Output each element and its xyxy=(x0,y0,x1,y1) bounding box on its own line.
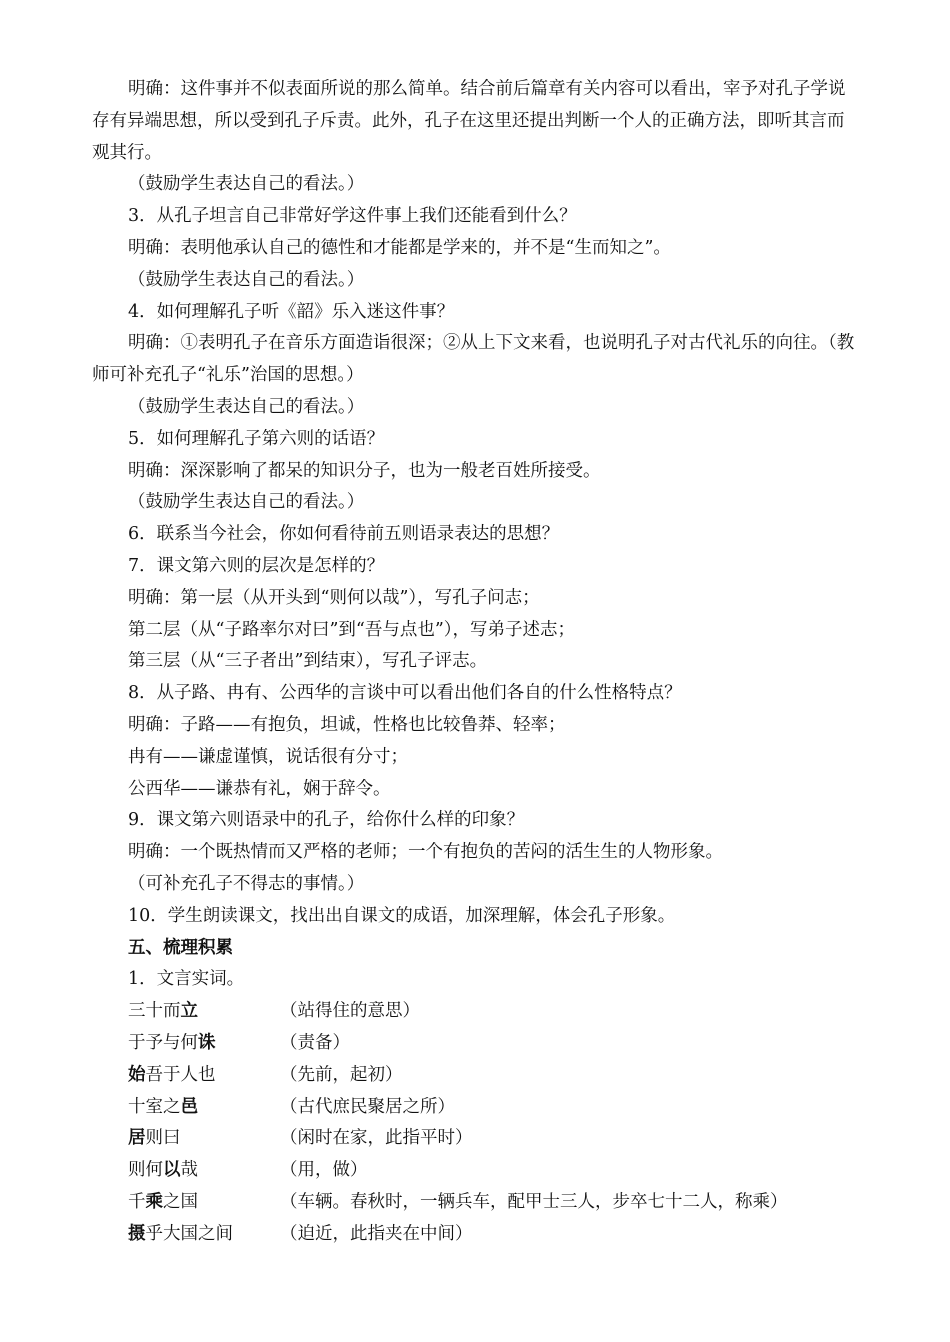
vocab-row xyxy=(92,1123,858,1155)
vocab-gloss: （车辆。春秋时，一辆兵车，配甲士三人，步卒七十二人，称乘） xyxy=(280,1191,788,1212)
vocab-term-before: 三十而 xyxy=(128,1001,181,1022)
text-line: 6．联系当今社会，你如何看待前五则语录表达的思想？ xyxy=(128,524,560,545)
text-line: （鼓励学生表达自己的看法。） xyxy=(128,396,365,417)
vocab-term xyxy=(128,1060,280,1092)
text-line: 7．课文第六则的层次是怎样的？ xyxy=(128,555,385,576)
text-line: 3．从孔子坦言自己非常好学这件事上我们还能看到什么？ xyxy=(128,206,577,227)
text-line: 9．课文第六则语录中的孔子，给你什么样的印象？ xyxy=(128,810,525,831)
text-line: 明确：一个既热情而又严格的老师；一个有抱负的苦闷的活生生的人物形象。 xyxy=(128,842,723,863)
text-line: 1．文言实词。 xyxy=(128,969,245,990)
vocab-term-after: 哉 xyxy=(180,1160,198,1181)
text-line: 明确：子路——有抱负，坦诚，性格也比较鲁莽、轻率； xyxy=(128,714,566,735)
text-line: 明确：深深影响了都呆的知识分子，也为一般老百姓所接受。 xyxy=(128,460,601,481)
vocab-term-after: 之国 xyxy=(163,1191,198,1212)
text-line: （鼓励学生表达自己的看法。） xyxy=(128,174,365,195)
vocab-term xyxy=(128,1123,280,1155)
vocab-term-after: 乎大国之间 xyxy=(145,1223,233,1244)
vocab-gloss: （站得住的意思） xyxy=(280,1001,420,1022)
vocab-key-word: 以 xyxy=(163,1160,181,1181)
vocab-key-word: 乘 xyxy=(145,1191,163,1212)
vocab-term-before: 十室之 xyxy=(128,1096,181,1117)
vocab-key-word: 始 xyxy=(128,1064,146,1085)
vocab-row xyxy=(92,1092,858,1124)
vocab-term-before: 于予与何 xyxy=(128,1032,198,1053)
vocab-term xyxy=(128,996,280,1028)
text-line: 明确：①表明孔子在音乐方面造诣很深；②从上下文来看，也说明孔子对古代礼乐的向往。（教师可补充孔子“礼乐”治国的思想。） xyxy=(92,333,855,386)
vocab-gloss: （迫近，此指夹在中间） xyxy=(280,1223,473,1244)
vocab-key-word: 居 xyxy=(128,1128,146,1149)
vocab-row xyxy=(92,1060,858,1092)
body-text xyxy=(92,74,858,996)
vocab-term-before: 则何 xyxy=(128,1160,163,1181)
text-line: 冉有——谦虚谨慎，说话很有分寸； xyxy=(128,746,408,767)
text-line: 第二层（从“子路率尔对曰”到“吾与点也”），写弟子述志； xyxy=(128,619,576,640)
vocab-term xyxy=(128,1155,280,1187)
vocab-key-word: 诛 xyxy=(198,1032,216,1053)
text-line: 公西华——谦恭有礼，娴于辞令。 xyxy=(128,778,391,799)
vocab-row xyxy=(92,1219,858,1251)
vocab-gloss: （用，做） xyxy=(280,1160,368,1181)
vocab-gloss: （先前，起初） xyxy=(280,1064,403,1085)
vocab-row xyxy=(92,1187,858,1219)
vocab-term-after: 吾于人也 xyxy=(145,1064,216,1085)
vocab-key-word: 邑 xyxy=(180,1096,198,1117)
vocab-key-word: 摄 xyxy=(128,1223,146,1244)
text-line: （鼓励学生表达自己的看法。） xyxy=(128,269,365,290)
vocab-gloss: （闲时在家，此指平时） xyxy=(280,1128,473,1149)
vocab-term xyxy=(128,1187,280,1219)
vocab-list xyxy=(92,996,858,1250)
vocab-term xyxy=(128,1092,280,1124)
vocab-term xyxy=(128,1028,280,1060)
text-line: 第三层（从“三子者出”到结束），写孔子评志。 xyxy=(128,651,488,672)
vocab-term xyxy=(128,1219,280,1251)
vocab-gloss: （古代庶民聚居之所） xyxy=(280,1096,455,1117)
text-line: （可补充孔子不得志的事情。） xyxy=(128,873,365,894)
vocab-row xyxy=(92,1028,858,1060)
text-line: 五、梳理积累 xyxy=(128,937,233,958)
vocab-row xyxy=(92,996,858,1028)
vocab-row xyxy=(92,1155,858,1187)
text-line: 8．从子路、冉有、公西华的言谈中可以看出他们各自的什么性格特点？ xyxy=(128,683,682,704)
vocab-gloss: （责备） xyxy=(280,1032,350,1053)
text-line: 5．如何理解孔子第六则的话语？ xyxy=(128,428,385,449)
text-line: 明确：第一层（从开头到“则何以哉”），写孔子问志； xyxy=(128,587,540,608)
vocab-key-word: 立 xyxy=(180,1001,198,1022)
text-line: 明确：这件事并不似表面所说的那么简单。结合前后篇章有关内容可以看出，宰予对孔子学说存有异端思想，所以受到孔子斥责。此外，孔子在这里还提出判断一个人的正确方法，即听其言而观其行。 xyxy=(92,79,846,163)
vocab-term-after: 则曰 xyxy=(145,1128,181,1149)
text-line: （鼓励学生表达自己的看法。） xyxy=(128,492,365,513)
vocab-term-before: 千 xyxy=(128,1191,146,1212)
text-line: 10．学生朗读课文，找出出自课文的成语，加深理解，体会孔子形象。 xyxy=(128,905,676,926)
text-line: 明确：表明他承认自己的德性和才能都是学来的，并不是“生而知之”。 xyxy=(128,237,671,258)
document-page xyxy=(92,74,858,1250)
text-line: 4．如何理解孔子听《韶》乐入迷这件事？ xyxy=(128,301,455,322)
